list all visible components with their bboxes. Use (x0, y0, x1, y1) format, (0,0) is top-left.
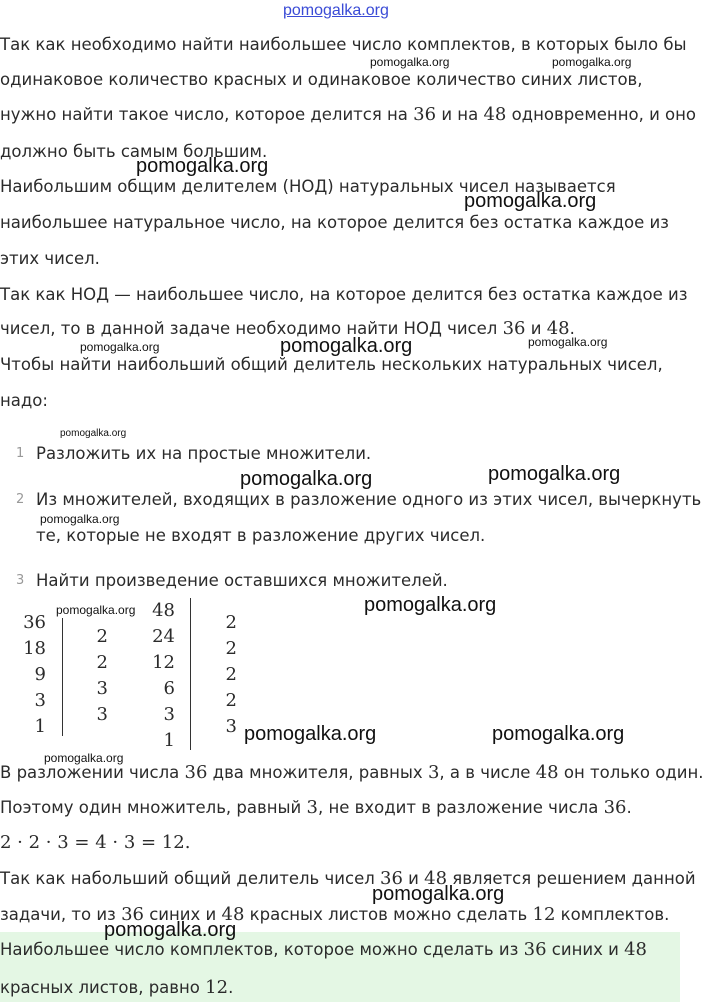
step-text: те, которые не входят в разложение других чисел. (36, 526, 486, 545)
factor-value: 24 (152, 626, 175, 647)
text-line: Так как необходимо найти наибольшее число комплектов, в которых было бы (0, 35, 687, 54)
factor-value: 3 (163, 704, 175, 725)
step-number: 3 (16, 573, 25, 588)
step-number: 2 (16, 492, 25, 507)
factor-value: 1 (163, 730, 175, 751)
text-line: наибольшее натуральное число, на которое делится без остатка каждое из (0, 213, 669, 232)
text-line: Так как набольший общий делитель чисел 36 и 48 является решением данной (0, 868, 696, 889)
factor-value: 2 (225, 612, 237, 633)
answer-line: красных листов, равно 12. (0, 977, 234, 998)
text-line: этих чисел. (0, 249, 100, 268)
formula: 2 · 2 · 3 = 4 · 3 = 12. (0, 832, 191, 853)
watermark: pomogalka.org (370, 55, 450, 69)
factor-value: 2 (96, 626, 108, 647)
text-line: одинаковое количество красных и одинаковое количество синих листов, (0, 70, 643, 89)
factor-value: 36 (23, 612, 46, 633)
watermark: pomogalka.org (80, 340, 160, 354)
factor-value: 3 (96, 704, 108, 725)
step-text: Разложить их на простые множители. (36, 444, 372, 463)
factor-value: 18 (23, 638, 46, 659)
factor-value: 12 (152, 652, 175, 673)
factor-value: 3 (34, 690, 46, 711)
watermark: pomogalka.org (136, 155, 269, 177)
watermark: pomogalka.org (492, 723, 625, 745)
factor-value: 6 (163, 678, 175, 699)
factor-value: 2 (225, 638, 237, 659)
text-line: Наибольшим общим делителем (НОД) натуральных чисел называется (0, 177, 616, 196)
watermark: pomogalka.org (488, 463, 621, 485)
text-line: надо: (0, 391, 48, 410)
text-line: чисел, то в данной задаче необходимо найти НОД чисел 36 и 48. (0, 318, 575, 339)
divider (62, 618, 63, 736)
text-line: должно быть самым большим. (0, 142, 268, 161)
factor-value: 1 (34, 716, 46, 737)
text-line: задачи, то из 36 синих и 48 красных листов можно сделать 12 комплектов. (0, 904, 670, 925)
answer-line: Наибольшее число комплектов, которое можно сделать из 36 синих и 48 (0, 939, 647, 960)
text-line: Так как НОД — наибольшее число, на которое делится без остатка каждое из (0, 285, 688, 304)
watermark: pomogalka.org (56, 603, 136, 617)
watermark: pomogalka.org (280, 335, 413, 357)
step-number: 1 (16, 446, 25, 461)
watermark: pomogalka.org (104, 919, 237, 941)
text-line: нужно найти такое число, которое делится на 36 и на 48 одновременно, и оно (0, 104, 697, 125)
factor-value: 2 (225, 690, 237, 711)
factor-value: 2 (96, 652, 108, 673)
step-text: Найти произведение оставшихся множителей. (36, 571, 448, 590)
text-line: В разложении числа 36 два множителя, равных 3, а в числе 48 он только один. (0, 762, 704, 783)
watermark: pomogalka.org (40, 512, 120, 526)
text-line: Поэтому один множитель, равный 3, не входит в разложение числа 36. (0, 797, 632, 818)
watermark: pomogalka.org (364, 594, 497, 616)
divider (190, 598, 191, 750)
factor-value: 3 (225, 716, 237, 737)
factor-value: 9 (34, 664, 46, 685)
factor-value: 3 (96, 678, 108, 699)
watermark: pomogalka.org (372, 883, 505, 905)
watermark: pomogalka.org (464, 190, 597, 212)
factor-value: 2 (225, 664, 237, 685)
watermark: pomogalka.org (528, 335, 608, 349)
step-text: Из множителей, входящих в разложение одного из этих чисел, вычеркнуть (36, 490, 702, 509)
watermark: pomogalka.org (244, 723, 377, 745)
text-line: Чтобы найти наибольший общий делитель нескольких натуральных чисел, (0, 355, 663, 374)
watermark: pomogalka.org (60, 428, 127, 439)
watermark: pomogalka.org (240, 468, 373, 490)
factor-value: 48 (152, 600, 175, 621)
watermark: pomogalka.org (552, 55, 632, 69)
watermark-link[interactable]: pomogalka.org (283, 2, 389, 19)
watermark: pomogalka.org (44, 751, 124, 765)
